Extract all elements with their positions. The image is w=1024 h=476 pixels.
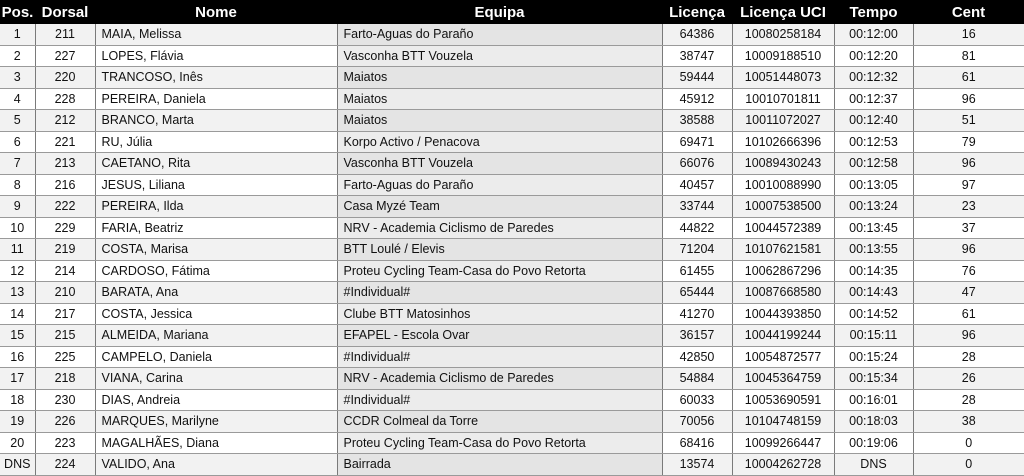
cell-dorsal: 225 bbox=[35, 346, 95, 368]
cell-licenca: 68416 bbox=[662, 432, 732, 454]
cell-dorsal: 228 bbox=[35, 88, 95, 110]
cell-dorsal: 211 bbox=[35, 24, 95, 45]
cell-cent: 26 bbox=[913, 368, 1024, 390]
cell-licenca-uci: 10044199244 bbox=[732, 325, 834, 347]
cell-pos: 11 bbox=[0, 239, 35, 261]
cell-pos: 13 bbox=[0, 282, 35, 304]
cell-tempo: 00:15:34 bbox=[834, 368, 913, 390]
cell-equipa: CCDR Colmeal da Torre bbox=[337, 411, 662, 433]
cell-equipa: Proteu Cycling Team-Casa do Povo Retorta bbox=[337, 432, 662, 454]
table-row bbox=[0, 24, 1024, 45]
cell-dorsal: 224 bbox=[35, 454, 95, 476]
cell-nome: CARDOSO, Fátima bbox=[95, 260, 337, 282]
cell-dorsal: 227 bbox=[35, 45, 95, 67]
cell-tempo: 00:15:11 bbox=[834, 325, 913, 347]
cell-cent: 23 bbox=[913, 196, 1024, 218]
cell-cent: 28 bbox=[913, 346, 1024, 368]
cell-nome: RU, Júlia bbox=[95, 131, 337, 153]
cell-nome: BARATA, Ana bbox=[95, 282, 337, 304]
cell-pos: 16 bbox=[0, 346, 35, 368]
cell-tempo: 00:12:40 bbox=[834, 110, 913, 132]
cell-pos: 9 bbox=[0, 196, 35, 218]
cell-pos: 14 bbox=[0, 303, 35, 325]
cell-licenca-uci: 10054872577 bbox=[732, 346, 834, 368]
cell-equipa: Farto-Aguas do Paraño bbox=[337, 174, 662, 196]
cell-pos: 20 bbox=[0, 432, 35, 454]
cell-tempo: 00:12:20 bbox=[834, 45, 913, 67]
cell-cent: 0 bbox=[913, 432, 1024, 454]
col-header-tempo: Tempo bbox=[834, 0, 913, 24]
cell-tempo: 00:12:53 bbox=[834, 131, 913, 153]
cell-cent: 47 bbox=[913, 282, 1024, 304]
table-row bbox=[0, 346, 1024, 368]
cell-nome: LOPES, Flávia bbox=[95, 45, 337, 67]
cell-equipa: Vasconha BTT Vouzela bbox=[337, 153, 662, 175]
cell-licenca: 59444 bbox=[662, 67, 732, 89]
cell-licenca-uci: 10053690591 bbox=[732, 389, 834, 411]
cell-licenca: 13574 bbox=[662, 454, 732, 476]
cell-licenca: 41270 bbox=[662, 303, 732, 325]
cell-tempo: DNS bbox=[834, 454, 913, 476]
cell-licenca-uci: 10045364759 bbox=[732, 368, 834, 390]
cell-equipa: Vasconha BTT Vouzela bbox=[337, 45, 662, 67]
cell-cent: 96 bbox=[913, 325, 1024, 347]
cell-cent: 97 bbox=[913, 174, 1024, 196]
cell-tempo: 00:14:43 bbox=[834, 282, 913, 304]
table-row bbox=[0, 67, 1024, 89]
cell-tempo: 00:13:45 bbox=[834, 217, 913, 239]
cell-pos: 12 bbox=[0, 260, 35, 282]
cell-nome: COSTA, Marisa bbox=[95, 239, 337, 261]
cell-pos: 1 bbox=[0, 24, 35, 45]
cell-licenca: 66076 bbox=[662, 153, 732, 175]
cell-tempo: 00:12:37 bbox=[834, 88, 913, 110]
col-header-licenca: Licença bbox=[662, 0, 732, 24]
cell-licenca-uci: 10107621581 bbox=[732, 239, 834, 261]
cell-dorsal: 230 bbox=[35, 389, 95, 411]
cell-licenca: 61455 bbox=[662, 260, 732, 282]
cell-dorsal: 218 bbox=[35, 368, 95, 390]
cell-dorsal: 212 bbox=[35, 110, 95, 132]
col-header-dorsal: Dorsal bbox=[35, 0, 95, 24]
table-row bbox=[0, 411, 1024, 433]
cell-dorsal: 214 bbox=[35, 260, 95, 282]
cell-pos: DNS bbox=[0, 454, 35, 476]
cell-dorsal: 213 bbox=[35, 153, 95, 175]
table-row bbox=[0, 88, 1024, 110]
cell-cent: 61 bbox=[913, 67, 1024, 89]
cell-tempo: 00:14:35 bbox=[834, 260, 913, 282]
cell-pos: 17 bbox=[0, 368, 35, 390]
table-row bbox=[0, 325, 1024, 347]
cell-equipa: Farto-Aguas do Paraño bbox=[337, 24, 662, 45]
table-row bbox=[0, 454, 1024, 476]
cell-equipa: Maiatos bbox=[337, 67, 662, 89]
cell-licenca: 40457 bbox=[662, 174, 732, 196]
cell-cent: 38 bbox=[913, 411, 1024, 433]
cell-nome: VIANA, Carina bbox=[95, 368, 337, 390]
cell-pos: 5 bbox=[0, 110, 35, 132]
cell-tempo: 00:13:24 bbox=[834, 196, 913, 218]
cell-pos: 2 bbox=[0, 45, 35, 67]
cell-nome: VALIDO, Ana bbox=[95, 454, 337, 476]
cell-nome: TRANCOSO, Inês bbox=[95, 67, 337, 89]
cell-licenca-uci: 10102666396 bbox=[732, 131, 834, 153]
cell-cent: 37 bbox=[913, 217, 1024, 239]
table-row bbox=[0, 432, 1024, 454]
cell-equipa: Korpo Activo / Penacova bbox=[337, 131, 662, 153]
cell-nome: PEREIRA, Daniela bbox=[95, 88, 337, 110]
col-header-pos: Pos. bbox=[0, 0, 35, 24]
cell-licenca-uci: 10099266447 bbox=[732, 432, 834, 454]
cell-equipa: #Individual# bbox=[337, 282, 662, 304]
cell-equipa: Clube BTT Matosinhos bbox=[337, 303, 662, 325]
table-row bbox=[0, 282, 1024, 304]
cell-tempo: 00:12:00 bbox=[834, 24, 913, 45]
cell-nome: JESUS, Liliana bbox=[95, 174, 337, 196]
cell-pos: 8 bbox=[0, 174, 35, 196]
col-header-equipa: Equipa bbox=[337, 0, 662, 24]
cell-licenca-uci: 10089430243 bbox=[732, 153, 834, 175]
cell-tempo: 00:16:01 bbox=[834, 389, 913, 411]
cell-licenca-uci: 10011072027 bbox=[732, 110, 834, 132]
cell-equipa: #Individual# bbox=[337, 346, 662, 368]
cell-cent: 28 bbox=[913, 389, 1024, 411]
cell-cent: 79 bbox=[913, 131, 1024, 153]
cell-cent: 96 bbox=[913, 153, 1024, 175]
col-header-licenca-uci: Licença UCI bbox=[732, 0, 834, 24]
cell-dorsal: 222 bbox=[35, 196, 95, 218]
cell-equipa: EFAPEL - Escola Ovar bbox=[337, 325, 662, 347]
cell-pos: 10 bbox=[0, 217, 35, 239]
cell-tempo: 00:12:32 bbox=[834, 67, 913, 89]
cell-licenca-uci: 10104748159 bbox=[732, 411, 834, 433]
cell-licenca: 44822 bbox=[662, 217, 732, 239]
cell-equipa: NRV - Academia Ciclismo de Paredes bbox=[337, 217, 662, 239]
cell-dorsal: 216 bbox=[35, 174, 95, 196]
cell-cent: 0 bbox=[913, 454, 1024, 476]
cell-cent: 16 bbox=[913, 24, 1024, 45]
cell-licenca: 42850 bbox=[662, 346, 732, 368]
cell-dorsal: 219 bbox=[35, 239, 95, 261]
cell-equipa: BTT Loulé / Elevis bbox=[337, 239, 662, 261]
table-row bbox=[0, 239, 1024, 261]
cell-licenca: 45912 bbox=[662, 88, 732, 110]
cell-licenca-uci: 10010088990 bbox=[732, 174, 834, 196]
cell-nome: DIAS, Andreia bbox=[95, 389, 337, 411]
cell-licenca: 70056 bbox=[662, 411, 732, 433]
cell-pos: 18 bbox=[0, 389, 35, 411]
cell-dorsal: 210 bbox=[35, 282, 95, 304]
cell-licenca-uci: 10009188510 bbox=[732, 45, 834, 67]
cell-tempo: 00:13:55 bbox=[834, 239, 913, 261]
cell-pos: 6 bbox=[0, 131, 35, 153]
cell-licenca: 60033 bbox=[662, 389, 732, 411]
cell-licenca: 36157 bbox=[662, 325, 732, 347]
cell-equipa: Maiatos bbox=[337, 88, 662, 110]
cell-tempo: 00:15:24 bbox=[834, 346, 913, 368]
cell-licenca: 54884 bbox=[662, 368, 732, 390]
cell-dorsal: 226 bbox=[35, 411, 95, 433]
cell-licenca: 71204 bbox=[662, 239, 732, 261]
table-row bbox=[0, 153, 1024, 175]
cell-tempo: 00:12:58 bbox=[834, 153, 913, 175]
cell-nome: ALMEIDA, Mariana bbox=[95, 325, 337, 347]
cell-nome: BRANCO, Marta bbox=[95, 110, 337, 132]
table-row bbox=[0, 368, 1024, 390]
cell-dorsal: 229 bbox=[35, 217, 95, 239]
cell-tempo: 00:13:05 bbox=[834, 174, 913, 196]
cell-nome: MARQUES, Marilyne bbox=[95, 411, 337, 433]
cell-nome: CAETANO, Rita bbox=[95, 153, 337, 175]
cell-equipa: Proteu Cycling Team-Casa do Povo Retorta bbox=[337, 260, 662, 282]
cell-tempo: 00:18:03 bbox=[834, 411, 913, 433]
cell-licenca: 33744 bbox=[662, 196, 732, 218]
cell-equipa: Casa Myzé Team bbox=[337, 196, 662, 218]
cell-cent: 96 bbox=[913, 88, 1024, 110]
cell-dorsal: 217 bbox=[35, 303, 95, 325]
cell-nome: COSTA, Jessica bbox=[95, 303, 337, 325]
table-row bbox=[0, 217, 1024, 239]
cell-licenca: 69471 bbox=[662, 131, 732, 153]
cell-tempo: 00:14:52 bbox=[834, 303, 913, 325]
cell-licenca-uci: 10007538500 bbox=[732, 196, 834, 218]
table-row bbox=[0, 260, 1024, 282]
cell-licenca-uci: 10062867296 bbox=[732, 260, 834, 282]
cell-equipa: NRV - Academia Ciclismo de Paredes bbox=[337, 368, 662, 390]
cell-pos: 7 bbox=[0, 153, 35, 175]
cell-nome: CAMPELO, Daniela bbox=[95, 346, 337, 368]
table-row bbox=[0, 196, 1024, 218]
results-body bbox=[0, 24, 1024, 475]
cell-equipa: #Individual# bbox=[337, 389, 662, 411]
cell-licenca: 65444 bbox=[662, 282, 732, 304]
cell-nome: MAIA, Melissa bbox=[95, 24, 337, 45]
cell-tempo: 00:19:06 bbox=[834, 432, 913, 454]
col-header-cent: Cent bbox=[913, 0, 1024, 24]
cell-licenca-uci: 10080258184 bbox=[732, 24, 834, 45]
header-row bbox=[0, 0, 1024, 24]
cell-equipa: Maiatos bbox=[337, 110, 662, 132]
cell-dorsal: 223 bbox=[35, 432, 95, 454]
cell-cent: 81 bbox=[913, 45, 1024, 67]
cell-dorsal: 220 bbox=[35, 67, 95, 89]
cell-nome: FARIA, Beatriz bbox=[95, 217, 337, 239]
table-row bbox=[0, 389, 1024, 411]
cell-pos: 4 bbox=[0, 88, 35, 110]
cell-licenca-uci: 10087668580 bbox=[732, 282, 834, 304]
cell-pos: 3 bbox=[0, 67, 35, 89]
cell-licenca: 38747 bbox=[662, 45, 732, 67]
cell-pos: 19 bbox=[0, 411, 35, 433]
cell-nome: MAGALHÃES, Diana bbox=[95, 432, 337, 454]
cell-licenca: 64386 bbox=[662, 24, 732, 45]
table-row bbox=[0, 303, 1024, 325]
cell-cent: 51 bbox=[913, 110, 1024, 132]
table-row bbox=[0, 45, 1024, 67]
cell-pos: 15 bbox=[0, 325, 35, 347]
table-row bbox=[0, 131, 1024, 153]
cell-equipa: Bairrada bbox=[337, 454, 662, 476]
cell-nome: PEREIRA, Ilda bbox=[95, 196, 337, 218]
cell-cent: 61 bbox=[913, 303, 1024, 325]
col-header-nome: Nome bbox=[95, 0, 337, 24]
cell-cent: 76 bbox=[913, 260, 1024, 282]
cell-licenca-uci: 10044393850 bbox=[732, 303, 834, 325]
table-row bbox=[0, 174, 1024, 196]
cell-cent: 96 bbox=[913, 239, 1024, 261]
cell-licenca-uci: 10004262728 bbox=[732, 454, 834, 476]
cell-dorsal: 215 bbox=[35, 325, 95, 347]
cell-dorsal: 221 bbox=[35, 131, 95, 153]
cell-licenca-uci: 10051448073 bbox=[732, 67, 834, 89]
cell-licenca-uci: 10010701811 bbox=[732, 88, 834, 110]
table-row bbox=[0, 110, 1024, 132]
cell-licenca: 38588 bbox=[662, 110, 732, 132]
cell-licenca-uci: 10044572389 bbox=[732, 217, 834, 239]
